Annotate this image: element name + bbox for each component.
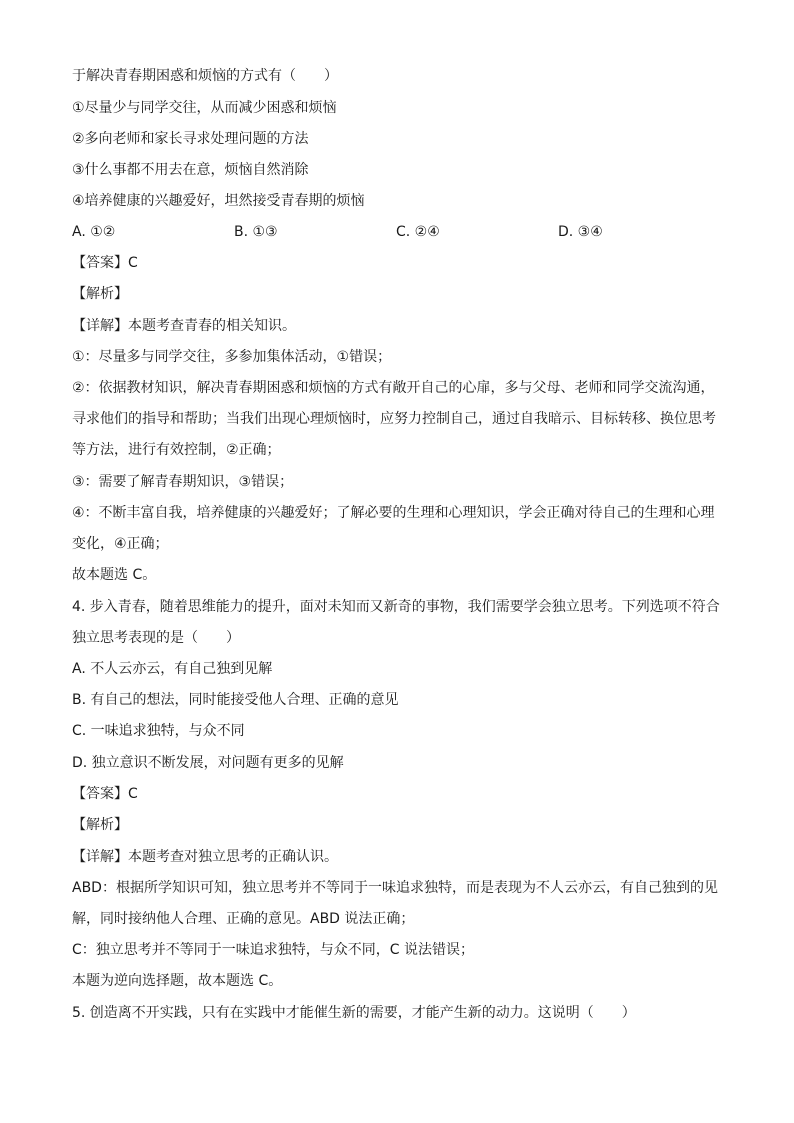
explanation-2-line-2: 寻求他们的指导和帮助；当我们出现心理烦恼时，应努力控制自己，通过自我暗示、目标转移、换位思考 [72, 411, 716, 427]
question-4-explanation-abd-line-1: ABD：根据所学知识可知，独立思考并不等同于一味追求独特，而是表现为不人云亦云，有自己独到的见 [72, 880, 718, 896]
options-row [72, 222, 732, 242]
explanation-2-line-1: ②：依据教材知识，解决青春期困惑和烦恼的方式有敞开自己的心扉，多与父母、老师和同学交流沟通， [72, 380, 715, 396]
question-5-stem: 5. 创造离不开实践，只有在实践中才能催生新的需要，才能产生新的动力。这说明（ ） [72, 1005, 636, 1021]
conclusion: 故本题选 C。 [72, 567, 157, 583]
detail-heading: 【详解】本题考查青春的相关知识。 [72, 318, 296, 334]
question-4-conclusion: 本题为逆向选择题，故本题选 C。 [72, 973, 283, 989]
explanation-4-line-1: ④：不断丰富自我，培养健康的兴趣爱好；了解必要的生理和心理知识，学会正确对待自己的生理和心理 [72, 505, 715, 521]
analysis-label: 【解析】 [72, 286, 128, 302]
explanation-1: ①：尽量多与同学交往，多参加集体活动，①错误； [72, 349, 392, 365]
option-d: D. ③④ [558, 224, 603, 240]
question-4-explanation-c: C：独立思考并不等同于一味追求独特，与众不同，C 说法错误； [72, 942, 474, 958]
question-4-analysis-label: 【解析】 [72, 817, 128, 833]
question-4-stem-line-2: 独立思考表现的是（ ） [72, 630, 240, 646]
question-4-option-c: C. 一味追求独特，与众不同 [72, 723, 245, 739]
statement-3: ③什么事都不用去在意，烦恼自然消除 [72, 162, 309, 178]
question-4-detail-heading: 【详解】本题考查对独立思考的正确认识。 [72, 849, 338, 865]
option-c: C. ②④ [396, 224, 440, 240]
statement-2: ②多向老师和家长寻求处理问题的方法 [72, 131, 309, 147]
question-4-explanation-abd-line-2: 解，同时接纳他人合理、正确的意见。ABD 说法正确； [72, 911, 415, 927]
option-b: B. ①③ [234, 224, 278, 240]
question-4-stem-line-1: 4. 步入青春，随着思维能力的提升，面对未知而又新奇的事物，我们需要学会独立思考。下列选项不符合 [72, 599, 720, 615]
question-4-answer: 【答案】C [72, 786, 138, 802]
statement-1: ①尽量少与同学交往，从而减少困惑和烦恼 [72, 100, 337, 116]
option-a: A. ①② [72, 224, 116, 240]
question-4-option-a: A. 不人云亦云，有自己独到见解 [72, 661, 273, 677]
explanation-4-line-2: 变化，④正确； [72, 536, 169, 552]
explanation-3: ③：需要了解青春期知识，③错误； [72, 474, 294, 490]
statement-4: ④培养健康的兴趣爱好，坦然接受青春期的烦恼 [72, 193, 365, 209]
explanation-2-line-3: 等方法，进行有效控制，②正确； [72, 442, 281, 458]
question-4-option-d: D. 独立意识不断发展，对问题有更多的见解 [72, 755, 344, 771]
question-4-option-b: B. 有自己的想法，同时能接受他人合理、正确的意见 [72, 692, 399, 708]
answer: 【答案】C [72, 255, 138, 271]
question-stem: 于解决青春期困惑和烦恼的方式有（ ） [72, 68, 338, 84]
